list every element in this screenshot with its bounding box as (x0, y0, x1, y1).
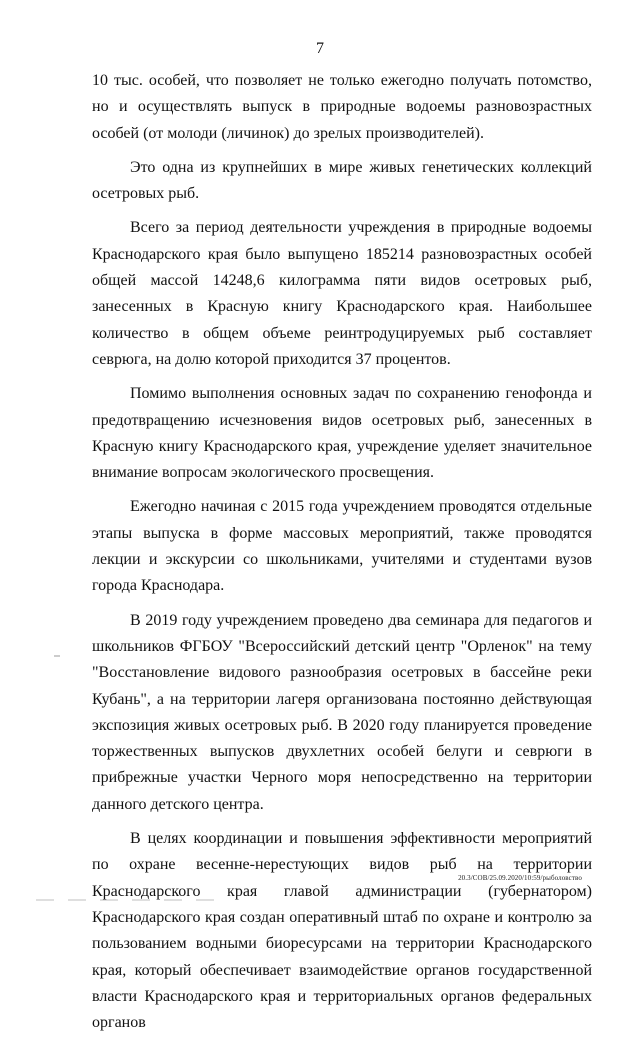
paragraph: 10 тыс. особей, что позволяет не только ежегодно получать потомство, но и осуществлять выпуск в природные водоемы разновозрастных особей (от молоди (личинок) до зрелых производителей). (92, 72, 592, 142)
scan-noise-mark (36, 899, 54, 901)
scan-noise-mark (164, 899, 182, 901)
scan-noise-mark (132, 899, 150, 901)
scan-noise-mark (196, 899, 214, 901)
footer-stamp: 20.3/СОВ/25.09.2020/10:59/рыболовство (458, 874, 582, 882)
paragraph: Помимо выполнения основных задач по сохранению генофонда и предотвращению исчезновения видов осетровых рыб, занесенных в Красную книгу Краснодарского края, учреждение уделяет значительное внимание вопросам экологического просвещения. (92, 385, 592, 482)
paragraph: В целях координации и повышения эффективности мероприятий по охране весенне-нерестующих видов рыб на территории Краснодарского края главой администрации (губернатором) Краснодарского края создан оперативный штаб по охране и контролю за пользованием водными биоресурсами на территории Краснодарского края, который обеспечивает взаимодействие органов государственной власти Краснодарского края и территориальных органов федеральных органов (92, 830, 592, 1032)
paragraph: Это одна из крупнейших в мире живых генетических коллекций осетровых рыб. (92, 158, 592, 203)
scan-noise (36, 888, 356, 898)
paragraph: Всего за период деятельности учреждения в природные водоемы Краснодарского края было выпущено 185214 разновозрастных особей общей массой 14248,6 килограмма пяти видов осетровых рыб, занесенных в Красную книгу Краснодарского края. Наибольшее количество в общем объеме реинтродуцируемых рыб составляет севрюга, на долю которой приходится 37 процентов. (92, 219, 592, 368)
scan-noise-mark (100, 899, 118, 901)
margin-mark (54, 655, 60, 657)
paragraph: В 2019 году учреждением проведено два семинара для педагогов и школьников ФГБОУ "Всероссийский детский центр "Орленок" на тему "Восстановление видового разнообразия осетровых в бассейне реки Кубань", а на территории лагеря организована постоянно действующая экспозиция живых осетровых рыб. В 2020 году планируется проведение торжественных выпусков двухлетних особей белуги и севрюги в прибрежные участки Черного моря непосредственно на территории данного детского центра. (92, 611, 592, 813)
scan-noise-mark (68, 899, 86, 901)
page-number: 7 (316, 40, 324, 57)
paragraph: Ежегодно начиная с 2015 года учреждением проводятся отдельные этапы выпуска в форме массовых мероприятий, также проводятся лекции и экскурсии со школьниками, учителями и студентами вузов города Краснодара. (92, 498, 592, 595)
